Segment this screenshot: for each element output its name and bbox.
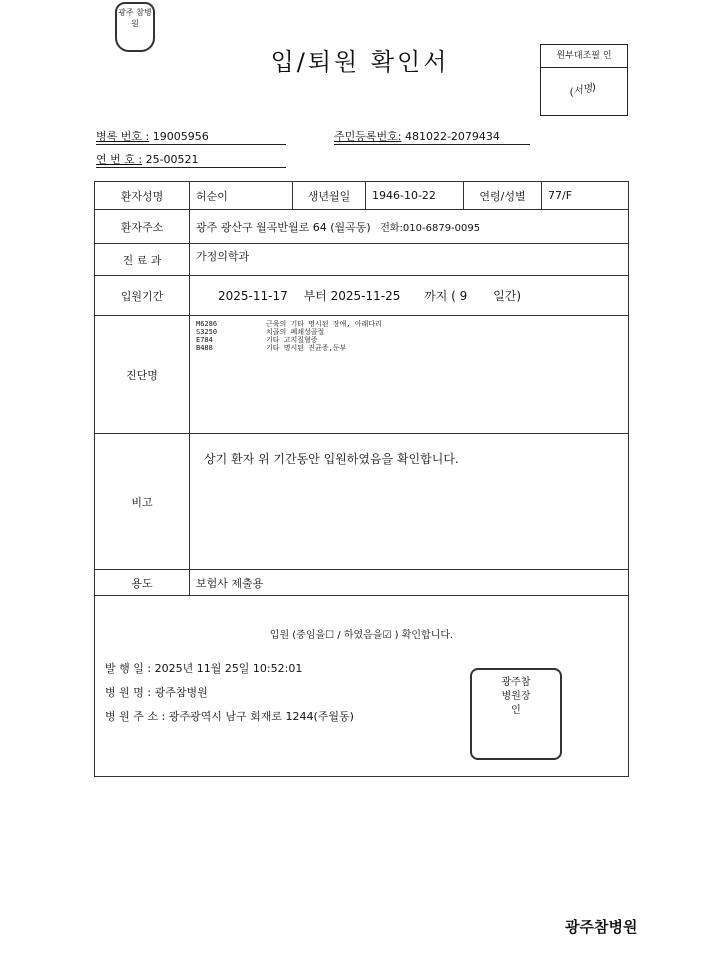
diagnosis-item	[196, 320, 622, 328]
diagnosis-label: 진단명	[95, 316, 190, 434]
patient-dept: 가정의학과	[190, 244, 629, 276]
diagnosis-code: S3250	[196, 328, 218, 336]
dob-label: 생년월일	[293, 182, 366, 210]
hospital-seal-small: 광주 참병원	[115, 2, 155, 52]
underline	[334, 144, 530, 145]
purpose-label: 용도	[95, 570, 190, 596]
diagnosis-code: B488	[196, 344, 213, 352]
approval-header: 원부대조필 인	[541, 45, 627, 68]
admission-period	[190, 276, 629, 316]
diagnosis-code: M6286	[196, 320, 218, 328]
hospital-name-value: 광주참병원	[154, 686, 208, 699]
agesex-label: 연령/성별	[464, 182, 542, 210]
underline	[96, 167, 286, 168]
approval-box	[540, 44, 628, 116]
hospital-address-value: 광주광역시 남구 회재로 1244(주월동)	[168, 710, 354, 723]
ward-number	[96, 128, 209, 144]
diagnosis-desc: 기타 고지질혈증	[266, 336, 318, 344]
issue-date-value: 2025년 11월 25일 10:52:01	[154, 662, 303, 675]
seal-line-2: 병원장	[501, 691, 531, 702]
hospital-director-seal	[470, 668, 562, 760]
confirm-line: 입원 (중임을☐ / 하였음을☑ ) 확인합니다.	[269, 630, 454, 641]
resident-number-value: 481022-2079434	[404, 130, 500, 143]
approval-signature: (서명)	[568, 82, 598, 99]
seal-line-1: 광주참	[501, 677, 531, 688]
period-from: 부터	[303, 289, 327, 303]
remarks	[190, 434, 629, 570]
footer-logo: 광주참병원	[565, 918, 638, 936]
dept-label: 진 료 과	[95, 244, 190, 276]
patient-dob: 1946-10-22	[366, 182, 464, 210]
address-label: 환자주소	[95, 210, 190, 244]
period-label: 입원기간	[95, 276, 190, 316]
patient-name: 허순이	[190, 182, 293, 210]
diagnosis-desc: 근육의 기타 명시된 장애, 아래다리	[266, 320, 382, 328]
patient-address-cell	[190, 210, 629, 244]
ward-number-label: 병록 번호 :	[96, 130, 150, 143]
serial-number	[96, 151, 199, 167]
serial-number-label: 연 번 호 :	[96, 153, 143, 166]
diagnosis-item	[196, 344, 622, 352]
resident-number	[334, 128, 500, 144]
seal-line-3: 인	[511, 705, 521, 716]
patient-agesex: 77/F	[542, 182, 629, 210]
hospital-name	[105, 684, 208, 700]
diagnosis-code: E784	[196, 336, 213, 344]
period-days: 일간)	[493, 289, 522, 303]
patient-address: 광주 광산구 월곡반월로 64 (월곡동)	[196, 220, 371, 234]
underline	[96, 144, 286, 145]
remarks-label: 비고	[95, 434, 190, 570]
remarks-text: 상기 환자 위 기간동안 입원하였음을 확인합니다.	[204, 452, 459, 466]
diagnosis-item	[196, 336, 622, 344]
hospital-name-label: 병 원 명 :	[105, 686, 152, 699]
hospital-address	[105, 708, 354, 724]
diagnosis-desc: 치골의 폐쇄성골절	[266, 328, 325, 336]
period-to: 까지 ( 9	[424, 289, 468, 303]
purpose: 보험사 제출용	[190, 570, 629, 596]
issue-date	[105, 660, 302, 676]
document-title: 입/퇴원 확인서	[270, 48, 450, 76]
name-label: 환자성명	[95, 182, 190, 210]
resident-number-label: 주민등록번호:	[334, 130, 402, 143]
patient-phone: 전화:010-6879-0095	[380, 222, 481, 234]
diagnosis-item	[196, 328, 622, 336]
diagnosis-list	[190, 316, 629, 434]
hospital-address-label: 병 원 주 소 :	[105, 710, 166, 723]
period-end: 2025-11-25	[330, 289, 401, 303]
serial-number-value: 25-00521	[145, 153, 199, 166]
issue-date-label: 발 행 일 :	[105, 662, 152, 675]
period-start: 2025-11-17	[218, 289, 288, 303]
diagnosis-desc: 기타 명시된 진균증,둔부	[266, 344, 347, 352]
ward-number-value: 19005956	[152, 130, 209, 143]
